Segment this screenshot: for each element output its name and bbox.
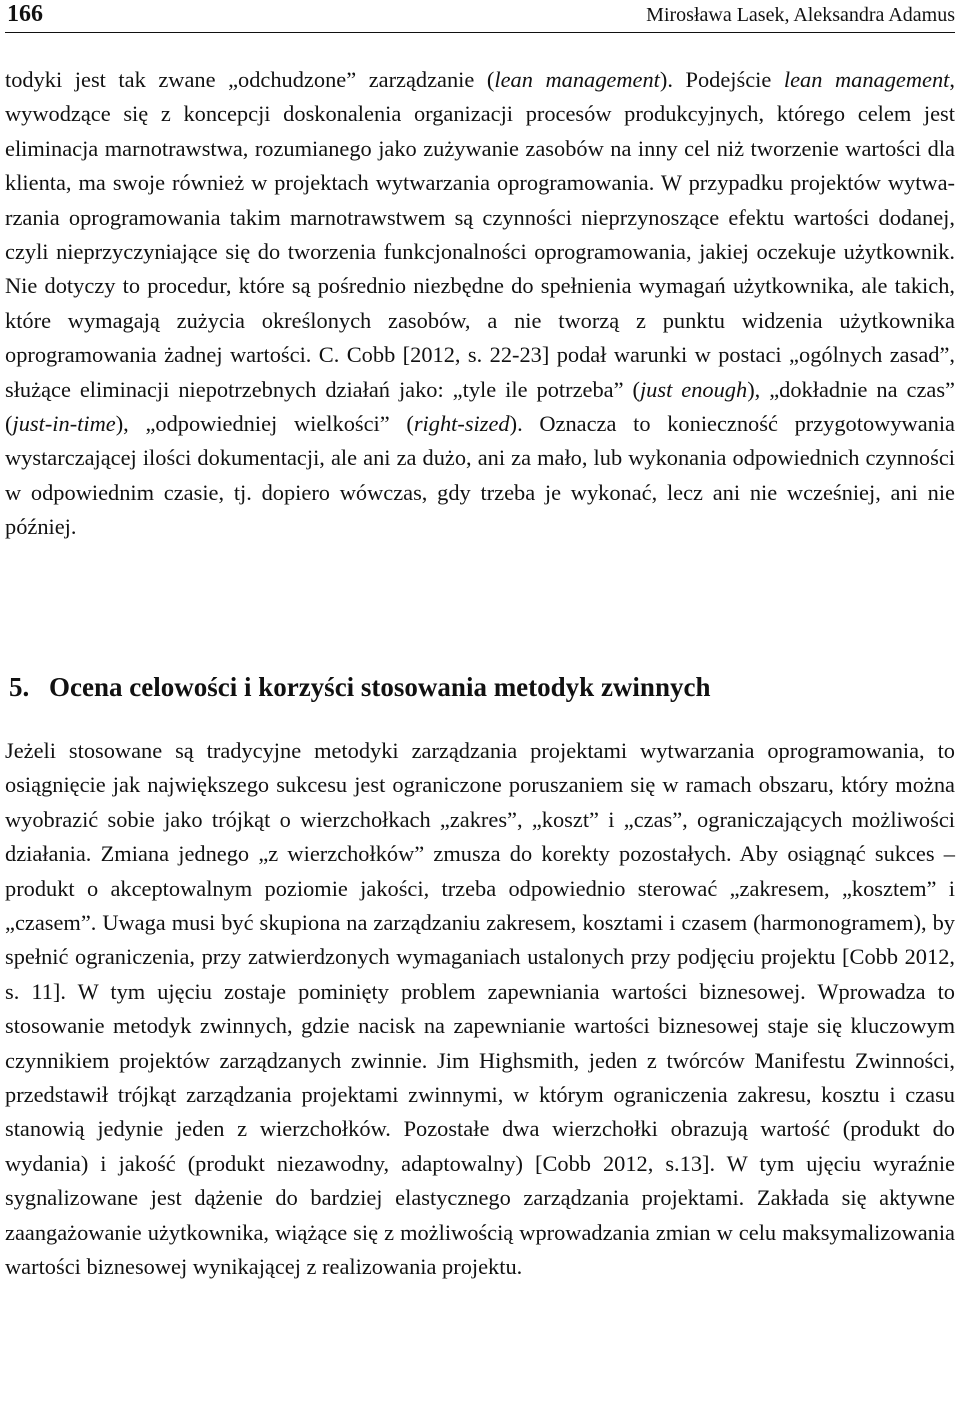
text-run: , wywodzące się z koncepcji doskonalenia organizacji procesów produkcyjnych, którego celem jest eliminacja marnotrawstwa, rozumianego jako zużywanie zasobów na inny cel niż tworzenie wartości dla klienta, ma swoje również w projektach wytwarzania oprogramowania. W przypadku projektów wytwarzania oprogramowania takim marnotrawstwem są czynności nieprzynoszące efektu wartości dodanej, czyli nieprzyczyniające się do tworzenia funkcjonalności oprogramowania, jakiej oczekuje użytkownik. Nie dotyczy to procedur, które są pośrednio niezbędne do spełnienia wymagań użytkownika, ale takich, które wymagają zużycia określonych zasobów, a nie tworzą z punktu widzenia użytkownika oprogramowania żadnej wartości. C. Cobb [2012, s. 22-23] podał warunki w postaci „ogólnych zasad”, służące eliminacji niepotrzebnych działań jako: „tyle ile potrzeba” ( bbox=[5, 67, 956, 402]
italic-term: lean management bbox=[494, 67, 660, 92]
body-paragraph-2: Jeżeli stosowane są tradycyjne metodyki zarządzania projektami wytwarzania oprogramowania, to osiągnięcie jak największego sukcesu jest ograniczone poruszaniem się w ramach obszaru, który można wyobrazić sobie jako trójkąt o wierzchołkach „zakres”, „koszt” i „czas”, ograniczających możliwości działania. Zmiana jednego „z wierzchołków” zmusza do korekty pozostałych. Aby osiągnąć sukces – produkt o akceptowalnym poziomie jakości, trzeba odpowiednio sterować „zakresem, „kosztem” i „czasem”. Uwaga musi być skupiona na zarządzaniu zakresem, kosztami i czasem (harmonogramem), by spełnić ograniczenia, przy zatwierdzonych wymaganiach ustalonych przy podjęciu projektu [Cobb 2012, s. 11]. W tym ujęciu zostaje pominięty problem zapewniania wartości biznesowej. Wprowadza to stosowanie metodyk zwinnych, gdzie nacisk na zapewnianie wartości biznesowej staje się kluczowym czynnikiem projektów zarządzanych zwinnie. Jim Highsmith, jeden z twórców Manifestu Zwinności, przedstawił trójkąt zarządzania projektami zwinnymi, w którym ograniczenia zakresu, kosztu i czasu stanowią jedynie jeden z wierzchołków. Pozostałe dwa wierzchołki obrazują wartość (produkt do wydania) i jakość (produkt niezawodny, adaptowalny) [Cobb 2012, s.13]. W tym ujęciu wyraźnie sygnalizowane jest dążenie do bardziej elastycznego zarządzania projektami. Zakłada się aktywne zaangażowanie użytkownika, wiążące się z możliwością wprowadzania zmian w celu maksymalizowania wartości biznesowej wynikającej z realizowania projektu. bbox=[5, 738, 955, 1280]
italic-term: right-sized bbox=[413, 411, 510, 437]
italic-term: just-in-time bbox=[12, 411, 116, 437]
section-number: 5. bbox=[9, 672, 30, 702]
italic-term: lean management bbox=[783, 67, 950, 92]
text-run: todyki jest tak zwane „odchudzone” zarządzanie ( bbox=[5, 67, 495, 92]
text-run: ). Oznacza to konieczność przygotowywania wystarczającej ilości dokumentacji, ale ani za dużo, ani za mało, lub wykonania odpowiednich czynności w odpowiednim czasie, tj. dopiero wówczas, gdy trzeba je wykonać, lecz ani nie wcześniej, ani nie później. bbox=[5, 411, 955, 540]
page-number: 166 bbox=[7, 1, 43, 27]
body-paragraph-1 bbox=[5, 63, 955, 545]
section-heading bbox=[5, 670, 710, 704]
header-authors: Mirosława Lasek, Aleksandra Adamus bbox=[646, 4, 955, 26]
italic-term: just enough bbox=[639, 376, 748, 402]
text-run: ), „dokładnie na czas” ( bbox=[5, 376, 955, 437]
section-title: Ocena celowości i korzyści stosowania metodyk zwinnych bbox=[49, 672, 711, 702]
running-header bbox=[5, 0, 955, 33]
text-run: ), „odpowiedniej wielkości” ( bbox=[115, 411, 414, 437]
text-run: ). Podejście bbox=[659, 67, 784, 92]
